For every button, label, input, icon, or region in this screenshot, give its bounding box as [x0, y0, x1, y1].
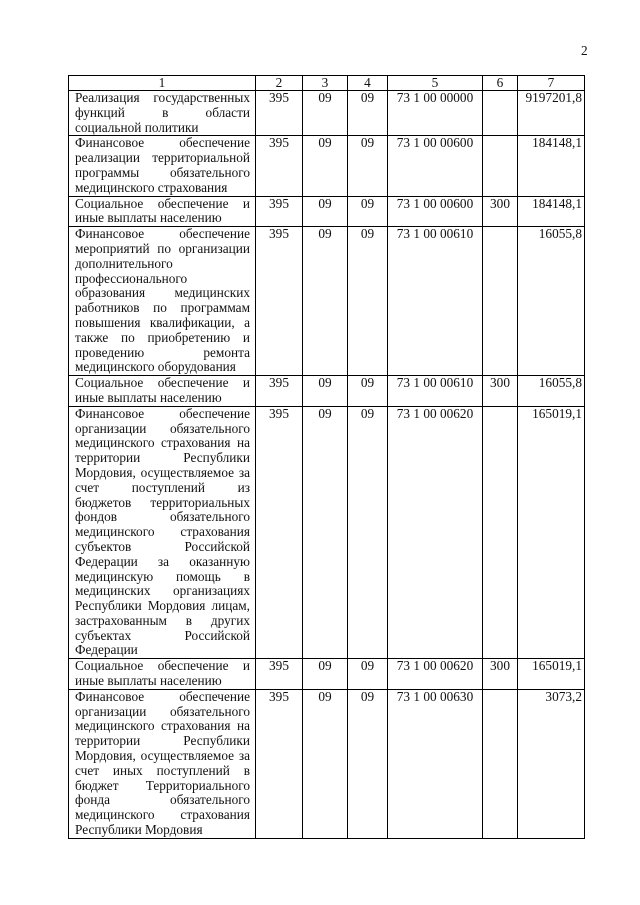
table-row — [69, 91, 585, 136]
table-row — [69, 136, 585, 196]
column-header: 3 — [303, 76, 348, 91]
expense-type-cell: 300 — [483, 196, 518, 227]
subsection-cell: 09 — [348, 406, 388, 659]
amount-cell: 16055,8 — [518, 227, 585, 376]
target-item-cell: 73 1 00 00630 — [388, 689, 483, 838]
ministry-code-cell: 395 — [256, 406, 303, 659]
description-cell: Социальное обеспечение и иные выплаты населению — [69, 376, 256, 407]
ministry-code-cell: 395 — [256, 227, 303, 376]
expense-type-cell — [483, 136, 518, 196]
expense-type-cell: 300 — [483, 659, 518, 690]
table-row — [69, 196, 585, 227]
target-item-cell: 73 1 00 00600 — [388, 136, 483, 196]
section-cell: 09 — [303, 689, 348, 838]
table-row — [69, 406, 585, 659]
section-cell: 09 — [303, 659, 348, 690]
expense-type-cell: 300 — [483, 376, 518, 407]
subsection-cell: 09 — [348, 136, 388, 196]
column-header: 1 — [69, 76, 256, 91]
section-cell: 09 — [303, 91, 348, 136]
amount-cell: 3073,2 — [518, 689, 585, 838]
section-cell: 09 — [303, 196, 348, 227]
description-cell: Финансовое обеспечение реализации территориальной программы обязательного медицинского страхования — [69, 136, 256, 196]
section-cell: 09 — [303, 136, 348, 196]
description-cell: Финансовое обеспечение организации обязательного медицинского страхования на территории Республики Мордовия, осуществляемое за счет поступлений из бюджетов территориальных фондов обязательного медицинского страхования субъектов Российской Федерации за оказанную медицинскую помощь в медицинских организациях Республики Мордовия лицам, застрахованным в других субъектах Российской Федерации — [69, 406, 256, 659]
budget-table — [68, 75, 585, 839]
subsection-cell: 09 — [348, 227, 388, 376]
ministry-code-cell: 395 — [256, 91, 303, 136]
table-row — [69, 689, 585, 838]
expense-type-cell — [483, 406, 518, 659]
description-cell: Финансовое обеспечение организации обязательного медицинского страхования на территории Республики Мордовия, осуществляемое за счет иных поступлений в бюджет Территориального фонда обязательного медицинского страхования Республики Мордовия — [69, 689, 256, 838]
description-cell: Финансовое обеспечение мероприятий по организации дополнительного профессионального образования медицинских работников по программам повышения квалификации, а также по приобретению и проведению ремонта медицинского оборудования — [69, 227, 256, 376]
target-item-cell: 73 1 00 00620 — [388, 406, 483, 659]
section-cell: 09 — [303, 227, 348, 376]
target-item-cell: 73 1 00 00000 — [388, 91, 483, 136]
description-cell: Реализация государственных функций в области социальной политики — [69, 91, 256, 136]
section-cell: 09 — [303, 376, 348, 407]
ministry-code-cell: 395 — [256, 136, 303, 196]
column-header: 5 — [388, 76, 483, 91]
ministry-code-cell: 395 — [256, 196, 303, 227]
expense-type-cell — [483, 689, 518, 838]
subsection-cell: 09 — [348, 376, 388, 407]
target-item-cell: 73 1 00 00610 — [388, 376, 483, 407]
amount-cell: 165019,1 — [518, 406, 585, 659]
description-cell: Социальное обеспечение и иные выплаты населению — [69, 196, 256, 227]
amount-cell: 165019,1 — [518, 659, 585, 690]
column-header: 6 — [483, 76, 518, 91]
amount-cell: 16055,8 — [518, 376, 585, 407]
target-item-cell: 73 1 00 00600 — [388, 196, 483, 227]
header-row — [69, 76, 585, 91]
description-cell: Социальное обеспечение и иные выплаты населению — [69, 659, 256, 690]
ministry-code-cell: 395 — [256, 376, 303, 407]
table-row — [69, 659, 585, 690]
expense-type-cell — [483, 227, 518, 376]
page-number: 2 — [581, 43, 588, 58]
ministry-code-cell: 395 — [256, 659, 303, 690]
target-item-cell: 73 1 00 00610 — [388, 227, 483, 376]
subsection-cell: 09 — [348, 196, 388, 227]
column-header: 7 — [518, 76, 585, 91]
subsection-cell: 09 — [348, 659, 388, 690]
amount-cell: 184148,1 — [518, 136, 585, 196]
column-header: 2 — [256, 76, 303, 91]
expense-type-cell — [483, 91, 518, 136]
table-row — [69, 227, 585, 376]
column-header: 4 — [348, 76, 388, 91]
subsection-cell: 09 — [348, 91, 388, 136]
section-cell: 09 — [303, 406, 348, 659]
table-row — [69, 376, 585, 407]
ministry-code-cell: 395 — [256, 689, 303, 838]
amount-cell: 184148,1 — [518, 196, 585, 227]
target-item-cell: 73 1 00 00620 — [388, 659, 483, 690]
subsection-cell: 09 — [348, 689, 388, 838]
amount-cell: 9197201,8 — [518, 91, 585, 136]
